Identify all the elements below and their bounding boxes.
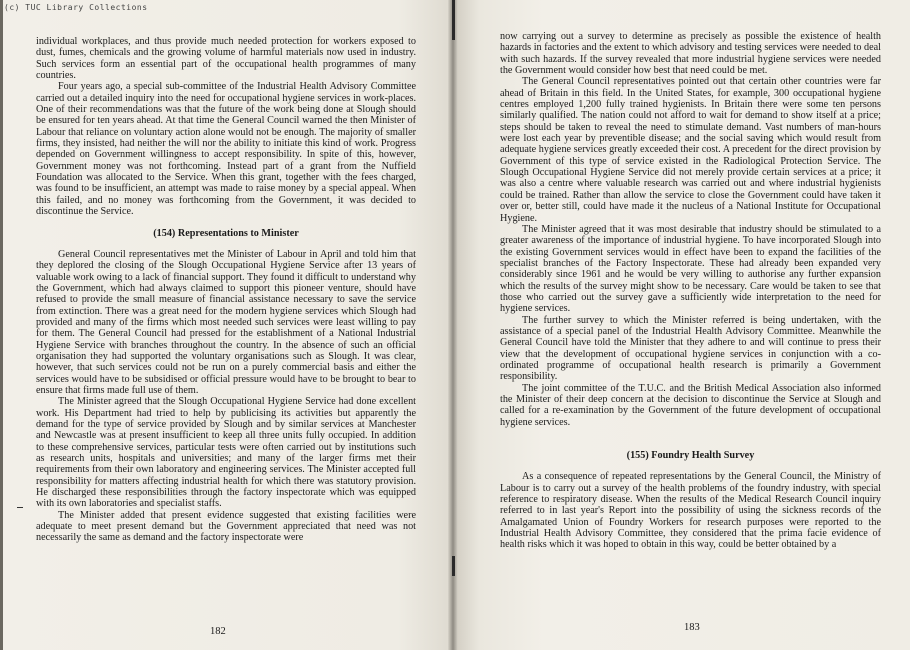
margin-mark — [17, 507, 23, 508]
right-page-text — [500, 31, 881, 551]
paragraph: Four years ago, a special sub-committee of the Industrial Health Advisory Committee carried out a detailed inquiry into the need for occupational hygiene services in work-places. One of their recommendations was that the future of the work being done at Slough should be ensured for ten years ahead. At that time the General Council warned the then Minister of Labour that reliance on voluntary action alone would not be enough. The majority of smaller firms, they insisted, had neither the will nor the ability to initiate this kind of work. Progress depended on Government willingness to accept responsibility. In spite of this, however, Government money was not forthcoming. Instead part of a grant from the Nuffield Foundation was allocated to the Service. When this grant, together with the fees charged, was found to be insufficient, an attempt was made to raise money by a special appeal. When this failed, and no money was forthcoming from the Government, it was decided to discontinue the Service. — [36, 81, 416, 218]
paragraph: now carrying out a survey to determine as precisely as possible the existence of health hazards in factories and the extent to which advisory and testing services were needed to deal with such hazards. If the survey revealed that more industrial hygiene services were needed the Government would consider how best that need could be met. — [500, 31, 881, 77]
paragraph: As a consequence of repeated representations by the General Council, the Ministry of Labour is to carry out a survey of the health problems of the foundry industry, with special reference to respiratory disease. When the results of the Medical Research Council inquiry referred to in last year's Report into the possibility of using the sickness records of the Amalgamated Union of Foundry Workers for research purposes were reported to the Industrial Health Advisory Committee, they considered that the prima facie evidence of health risks which it was hoped to obtain in this way, could be better obtained by a — [500, 471, 881, 551]
page-number: 182 — [210, 626, 226, 637]
paragraph: individual workplaces, and thus provide much needed protection for workers exposed to dust, fumes, chemicals and the growing volume of harmful materials now used in industry. Such services form an essential part of the occupational health programmes of many countries. — [36, 36, 416, 82]
spine-shadow — [452, 0, 455, 40]
paragraph: The Minister agreed that it was most desirable that industry should be stimulated to a greater awareness of the importance of industrial hygiene. To have incorporated Slough into the existing Government services would in effect have been to expand the facilities of the specialist branches of the Factory Inspectorate. These had already been expanded very considerably since 1961 and he would be very willing to authorise any further expansion which the results of the survey might show to be necessary. Care would be taken to see that those who carried out the survey gave a sufficiently wide interpretation to the need for hygiene services. — [500, 223, 881, 315]
right-page — [452, 0, 910, 650]
paragraph: The joint committee of the T.U.C. and the British Medical Association also informed the Minister of their deep concern at the decision to discontinue the Service at Slough and called for a re-examination by the Government of the future development of occupational hygiene services. — [500, 382, 881, 428]
left-page — [0, 0, 452, 650]
paragraph: The Minister agreed that the Slough Occupational Hygiene Service had done excellent work. His Department had tried to help by publicising its activities but apparently the demand for the type of service provided by Slough and by similar services at Manchester and Newcastle was at present insufficient to keep all three units fully occupied. In addition to these comprehensive services, particular tests were often carried out by institutions such as research units, hospitals and universities; and many of the larger firms met their requirements from their own laboratory and engineering services. The Minister accepted full responsibility for matters affecting industrial health for which there was statutory provision. He discharged these responsibilities through the factory inspectorate which was equipped with its own laboratories and specialist staffs. — [36, 396, 416, 510]
page-number: 183 — [684, 622, 700, 633]
left-page-text — [36, 36, 416, 544]
watermark: (c) TUC Library Collections — [4, 3, 148, 12]
section-heading: (154) Representations to Minister — [153, 227, 299, 239]
paragraph: The General Council representatives pointed out that certain other countries were far ahead of Britain in this field. In the United States, for example, 300 occupational hygiene centres employed 1,200 fully trained hygienists. In Britain there were some ten persons similarly qualified. The nation could not afford to wait for demand to show itself at a price; steps should be taken to reveal the need to stimulate demand. Vast numbers of man-hours were lost each year by preventible disease; and the social saving which would result from adequate hygiene services greatly exceeded their cost. A precedent for the direct provision by Government of this type of service existed in the Radiological Protection Service. The Slough Occupational Hygiene Service did not merely provide certain services at a price; it was also a centre where valuable research was carried out and where industrial hygienists could be trained. Rather than allow the service to close the Government could have taken it over or, better still, could have made it the nucleus of a National Institute for Occupational Hygiene. — [500, 76, 881, 224]
paragraph: General Council representatives met the Minister of Labour in April and told him that they deplored the closing of the Slough Occupational Hygiene Service after 13 years of valuable work owing to a lack of financial support. They found it difficult to understand why the Government, which had always claimed to support this pioneer venture, should have refused to provide the small measure of financial assistance necessary to save the service from extinction. There was a great need for the modern hygiene services which Slough had provided and many of the firms which most needed such services were least willing to pay for them. The General Council had pressed for the establishment of a National Industrial Hygiene Service with branches throughout the country. In the absence of such an official organisation they had supported the voluntary organisations such as Slough. It was clear, however, that such services could not be run on a purely commercial basis and either the services would have to be subsidised or official pressure would have to be brought to bear to ensure that firms made full use of them. — [36, 248, 416, 396]
page-edge — [0, 0, 3, 650]
section-heading: (155) Foundry Health Survey — [626, 450, 755, 462]
spine-shadow — [452, 556, 455, 576]
book-gutter — [448, 0, 458, 650]
paragraph: The Minister added that present evidence suggested that existing facilities were adequate to meet present demand but the Government appreciated that need was not necessarily the same as demand and the factory inspectorate were — [36, 509, 416, 544]
paragraph: The further survey to which the Minister referred is being undertaken, with the assistance of a special panel of the Industrial Health Advisory Committee. Meanwhile the General Council have told the Minister that they adhere to and will continue to press their view that the development of occupational hygiene services in conjunction with a co-ordinated programme of occupational health research is primarily a Government responsibility. — [500, 314, 881, 383]
